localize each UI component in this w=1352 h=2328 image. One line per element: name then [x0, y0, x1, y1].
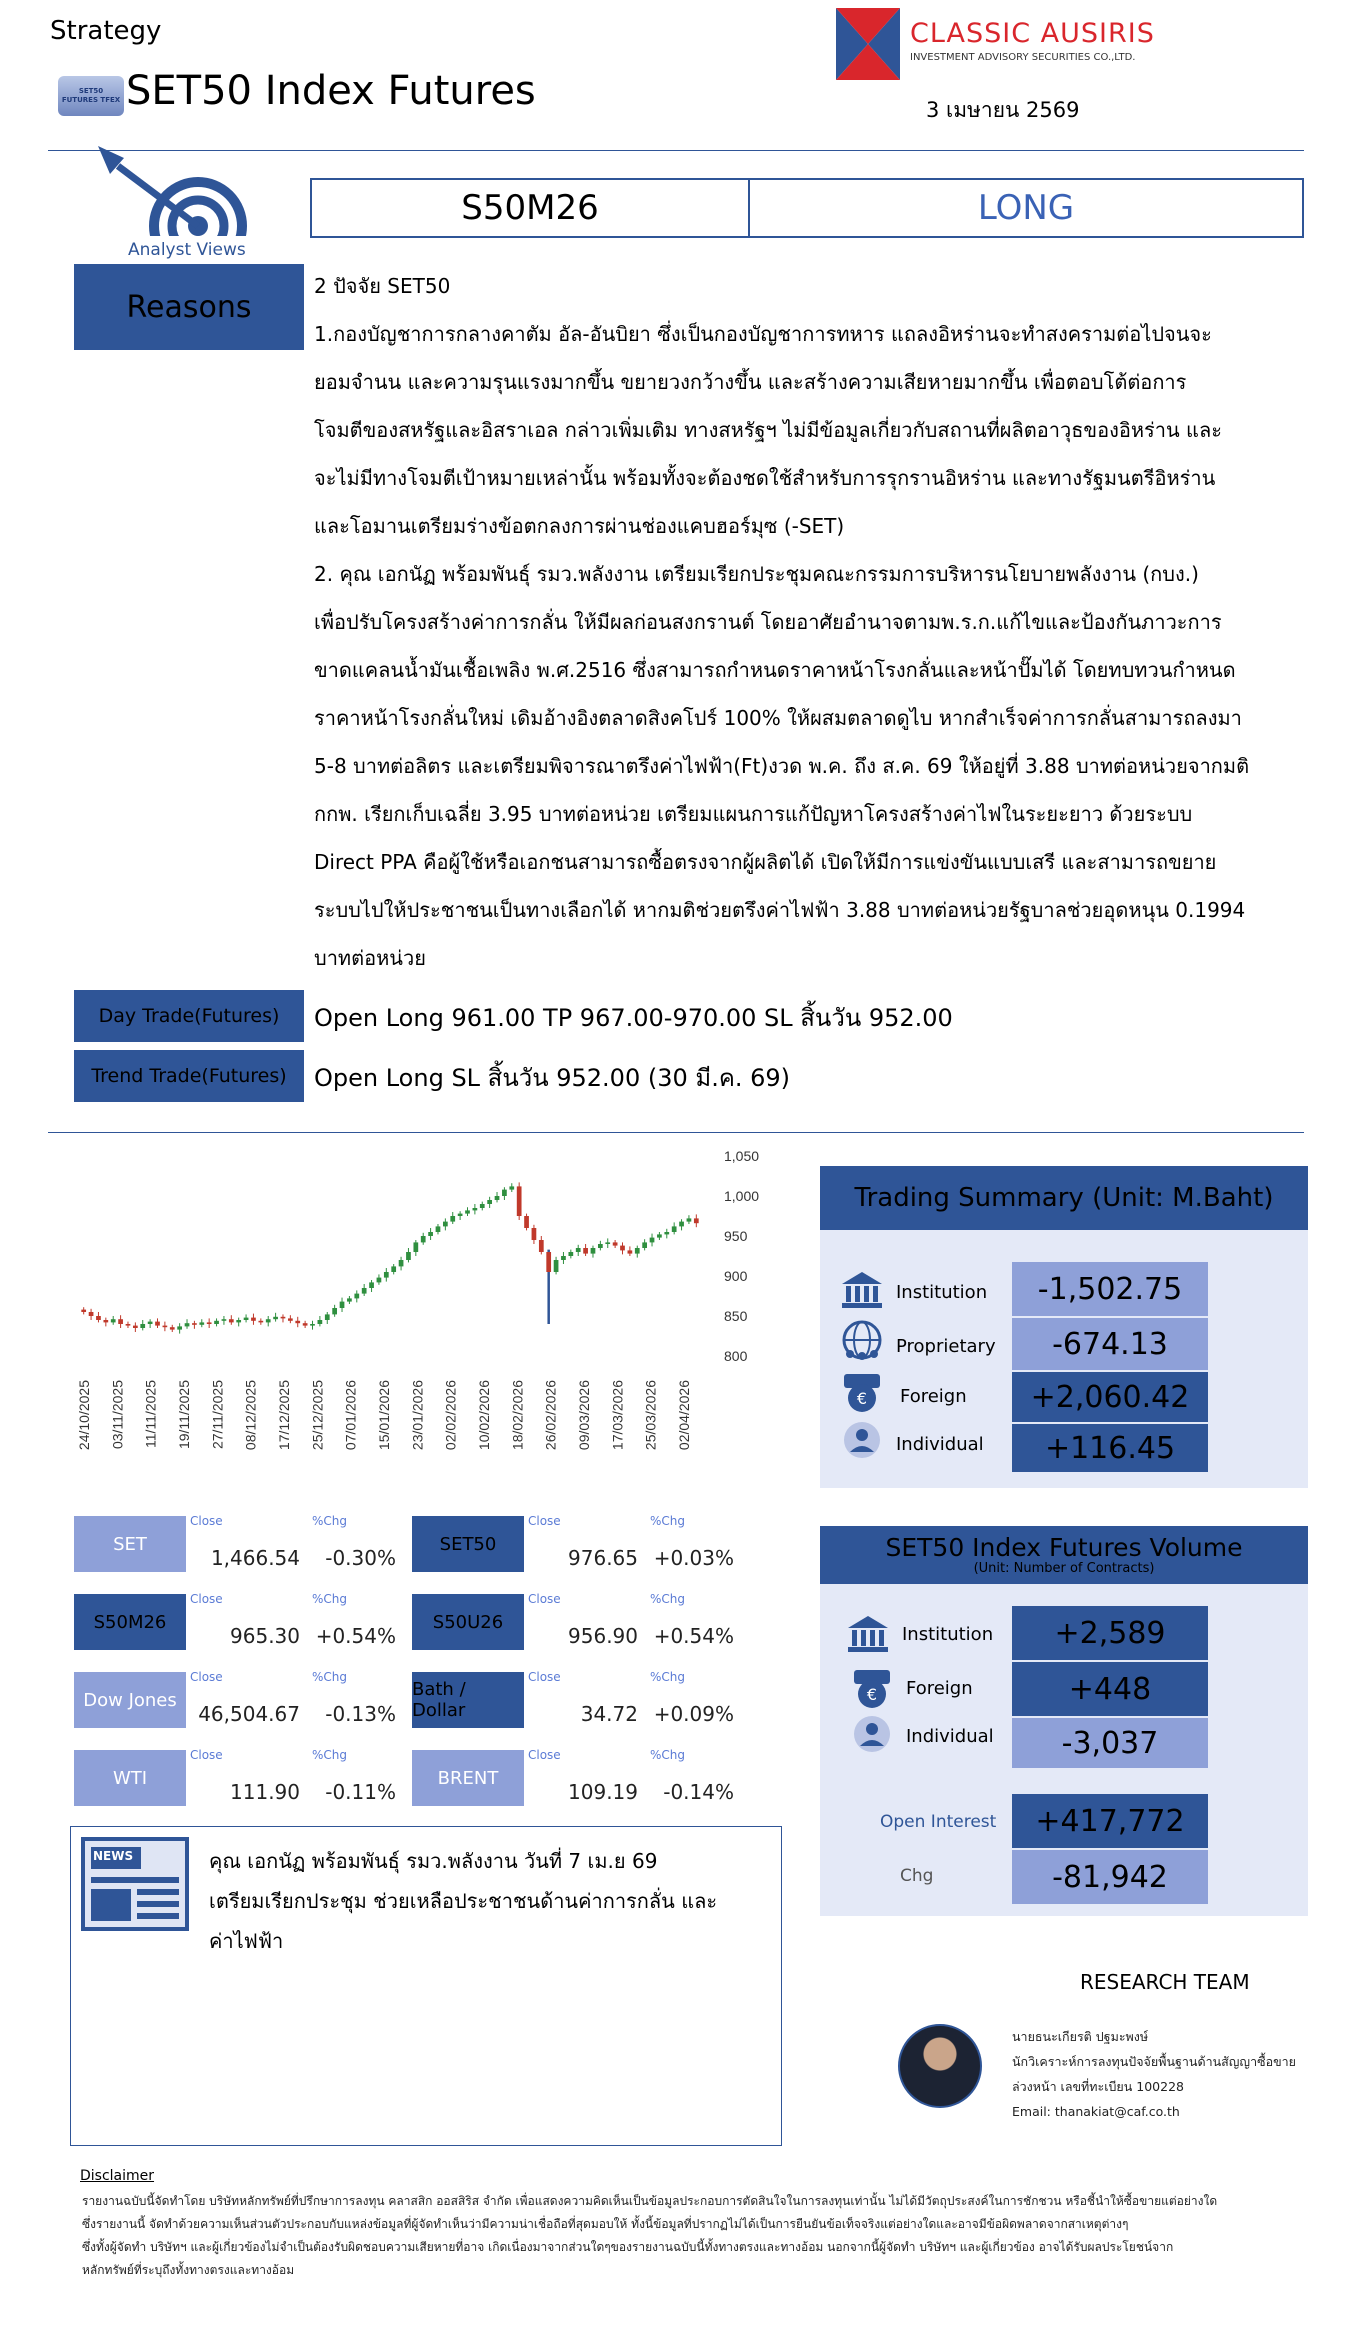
- futures-volume-header: [820, 1526, 1308, 1584]
- y-tick-label: 1,050: [724, 1148, 760, 1164]
- analyst-avatar: [898, 2024, 982, 2108]
- candle-body: [295, 1321, 300, 1323]
- chg-value: -81,942: [1012, 1850, 1208, 1904]
- candle-body: [347, 1298, 352, 1301]
- fv-label-institution: Institution: [902, 1624, 994, 1645]
- candle-body: [546, 1252, 551, 1272]
- reasons-line: ระบบไปให้ประชาชนเป็นทางเลือกได้ หากมติช่วยตรึงค่าไฟฟ้า 3.88 บาทต่อหน่วยรัฐบาลช่วยอุดหนุน 0.1994: [314, 898, 1246, 922]
- market-name-box: S50M26: [74, 1594, 186, 1650]
- candle-body: [473, 1208, 478, 1210]
- candle-body: [170, 1327, 175, 1329]
- reasons-line: และโอมานเตรียมร่างข้อตกลงการผ่านช่องแคบฮอร์มุซ (-SET): [314, 514, 845, 538]
- signal-position: LONG: [977, 188, 1075, 228]
- classic-ausiris-logo-mark: [836, 8, 900, 80]
- candle-body: [598, 1244, 603, 1248]
- candle-body: [273, 1317, 278, 1319]
- candle-body: [561, 1256, 566, 1260]
- candle-body: [487, 1200, 492, 1204]
- market-close-label: Close: [190, 1670, 223, 1684]
- market-chg-label: %Chg: [650, 1748, 686, 1762]
- ts-value-foreign: +2,060.42: [1012, 1372, 1208, 1422]
- x-tick-label: 11/11/2025: [142, 1380, 159, 1448]
- candle-body: [222, 1319, 227, 1321]
- fv-value-foreign: +448: [1012, 1662, 1208, 1716]
- svg-text:€: €: [866, 1685, 878, 1704]
- company-name: CLASSIC AUSIRIS: [910, 18, 1155, 49]
- set50-candlestick-chart: [60, 1144, 780, 1504]
- candle-body: [140, 1324, 145, 1328]
- candle-body: [258, 1321, 263, 1323]
- candle-body: [96, 1316, 101, 1320]
- candle-body: [554, 1260, 559, 1272]
- candle-body: [576, 1248, 581, 1252]
- candle-body: [517, 1186, 522, 1216]
- page-title: SET50 Index Futures: [126, 68, 536, 114]
- market-chg-label: %Chg: [650, 1670, 686, 1684]
- candle-body: [281, 1317, 286, 1319]
- candle-body: [244, 1318, 249, 1320]
- x-tick-label: 27/11/2025: [209, 1380, 226, 1450]
- candle-body: [613, 1242, 618, 1245]
- euro-money-icon: [850, 1666, 894, 1710]
- candle-body: [155, 1322, 160, 1326]
- bank-icon: [840, 1270, 884, 1310]
- candle-body: [369, 1282, 374, 1288]
- market-close-value: 965.30: [230, 1624, 300, 1648]
- candle-body: [236, 1320, 241, 1322]
- candle-body: [694, 1218, 699, 1223]
- x-tick-label: 10/02/2026: [476, 1380, 492, 1451]
- candle-body: [192, 1323, 197, 1325]
- reasons-line: จะไม่มีทางโจมตีเป้าหมายเหล่านั้น พร้อมทั้งจะต้องชดใช้สำหรับการรุกรานอิหร่าน และทางรัฐมนตรีอิหร่าน: [314, 466, 1216, 490]
- disclaimer-line: หลักทรัพย์ที่ระบุถึงทั้งทางตรงและทางอ้อม: [82, 2263, 295, 2277]
- ts-label-foreign: Foreign: [900, 1386, 967, 1407]
- fv-label-individual: Individual: [906, 1726, 994, 1747]
- market-chg-value: +0.54%: [653, 1624, 734, 1648]
- globe-people-icon: [840, 1318, 884, 1362]
- x-tick-label: 26/02/2026: [542, 1380, 559, 1451]
- ts-label-proprietary: Proprietary: [896, 1336, 996, 1357]
- candle-body: [502, 1190, 507, 1196]
- y-tick-label: 800: [724, 1348, 748, 1364]
- market-close-label: Close: [190, 1514, 223, 1528]
- candle-body: [163, 1326, 168, 1328]
- disclaimer-title: Disclaimer: [80, 2168, 155, 2184]
- person-icon: [852, 1714, 892, 1754]
- trend-trade-text: Open Long SL สิ้นวัน 952.00 (30 มี.ค. 69): [314, 1064, 791, 1092]
- x-tick-label: 17/12/2025: [276, 1380, 292, 1451]
- fv-label-foreign: Foreign: [906, 1678, 973, 1699]
- fv-value-institution: +2,589: [1012, 1606, 1208, 1660]
- candle-body: [428, 1232, 433, 1236]
- market-name-box: Bath / Dollar: [412, 1672, 524, 1728]
- market-chg-value: -0.13%: [325, 1702, 396, 1726]
- candle-body: [354, 1294, 359, 1299]
- trading-summary-title: Trading Summary (Unit: M.Baht): [820, 1166, 1308, 1230]
- candle-body: [458, 1214, 463, 1216]
- x-tick-label: 17/03/2026: [609, 1380, 626, 1451]
- ts-value-institution: -1,502.75: [1012, 1262, 1208, 1316]
- reasons-line: กกพ. เรียกเก็บเฉลี่ย 3.95 บาทต่อหน่วย เตรียมแผนการแก้ปัญหาโครงสร้างค่าไฟในระยะยาว ด้วยระบบ: [314, 802, 1193, 826]
- market-chg-value: +0.03%: [653, 1546, 734, 1570]
- market-name-box: Dow Jones: [74, 1672, 186, 1728]
- x-tick-label: 07/01/2026: [342, 1380, 359, 1451]
- day-trade-text: Open Long 961.00 TP 967.00-970.00 SL สิ้นวัน 952.00: [314, 1004, 953, 1032]
- candle-body: [539, 1240, 544, 1252]
- candle-body: [657, 1234, 662, 1237]
- candle-body: [495, 1196, 500, 1200]
- candle-body: [406, 1252, 411, 1260]
- market-chg-value: +0.09%: [653, 1702, 734, 1726]
- x-tick-label: 08/12/2025: [242, 1380, 259, 1451]
- reasons-line: 2. คุณ เอกนัฏ พร้อมพันธุ์ รมว.พลังงาน เตรียมเรียกประชุมคณะกรรมการบริหารนโยบายพลังงาน (กบง.): [314, 562, 1199, 586]
- candle-body: [177, 1326, 182, 1329]
- set50-futures-logo: [58, 76, 124, 116]
- reasons-line: ขาดแคลนน้ำมันเชื้อเพลิง พ.ศ.2516 ซึ่งสามารถกำหนดราคาหน้าโรงกลั่นและหน้าปั๊มได้ โดยทบทวนกำหนด: [314, 658, 1236, 682]
- open-interest-label: Open Interest: [880, 1812, 997, 1832]
- market-name-box: BRENT: [412, 1750, 524, 1806]
- candle-body: [509, 1186, 514, 1189]
- candle-body: [583, 1248, 588, 1254]
- person-icon: [842, 1420, 882, 1460]
- analyst-info: [1012, 2024, 1312, 2124]
- market-chg-value: +0.54%: [315, 1624, 396, 1648]
- candle-body: [642, 1242, 647, 1248]
- section-divider: [48, 1132, 1304, 1133]
- open-interest-value: +417,772: [1012, 1794, 1208, 1848]
- market-close-value: 109.19: [568, 1780, 638, 1804]
- set50-logo-text: SET50 FUTURES TFEX: [61, 87, 121, 104]
- market-chg-value: -0.30%: [325, 1546, 396, 1570]
- signal-symbol: S50M26: [461, 188, 599, 228]
- market-close-label: Close: [528, 1748, 561, 1762]
- candle-body: [89, 1312, 94, 1316]
- reasons-line: เพื่อปรับโครงสร้างค่าการกลั่น ให้มีผลก่อนสงกรานต์ โดยอาศัยอำนาจตามพ.ร.ก.แก้ไขและป้องกันภาวะการ: [314, 610, 1222, 634]
- candle-body: [214, 1321, 219, 1324]
- company-subtitle: INVESTMENT ADVISORY SECURITIES CO.,LTD.: [910, 52, 1136, 63]
- market-close-value: 46,504.67: [198, 1702, 300, 1726]
- reasons-line: 2 ปัจจัย SET50: [314, 274, 451, 298]
- news-line: เตรียมเรียกประชุม ช่วยเหลือประชาชนด้านค่าการกลั่น และ: [209, 1889, 718, 1913]
- candle-body: [377, 1278, 382, 1283]
- futures-volume-subtitle: (Unit: Number of Contracts): [973, 1560, 1155, 1576]
- candle-body: [465, 1210, 470, 1213]
- market-close-label: Close: [190, 1748, 223, 1762]
- market-close-value: 111.90: [230, 1780, 300, 1804]
- candle-body: [103, 1320, 108, 1322]
- candle-body: [450, 1216, 455, 1222]
- market-close-value: 34.72: [580, 1702, 638, 1726]
- x-tick-label: 02/04/2026: [676, 1380, 692, 1451]
- y-tick-label: 850: [724, 1308, 748, 1324]
- candle-body: [605, 1242, 610, 1244]
- market-chg-label: %Chg: [312, 1748, 348, 1762]
- ts-label-individual: Individual: [896, 1434, 984, 1455]
- candle-body: [679, 1222, 684, 1227]
- market-name-box: WTI: [74, 1750, 186, 1806]
- candle-body: [126, 1324, 131, 1326]
- market-chg-label: %Chg: [650, 1514, 686, 1528]
- candle-body: [288, 1318, 293, 1320]
- x-tick-label: 09/03/2026: [576, 1380, 592, 1451]
- disclaimer-body: [82, 2190, 1332, 2282]
- candle-body: [111, 1319, 116, 1322]
- euro-money-icon: [840, 1370, 884, 1414]
- chg-label: Chg: [900, 1866, 934, 1886]
- candle-body: [148, 1322, 153, 1324]
- market-close-label: Close: [528, 1592, 561, 1606]
- candle-body: [303, 1323, 308, 1325]
- reasons-line: ยอมจำนน และความรุนแรงมากขึ้น ขยายวงกว้างขึ้น และสร้างความเสียหายมากขึ้น เพื่อตอบโต้ต่อการ: [314, 370, 1187, 394]
- news-body: [209, 1841, 769, 1961]
- market-close-label: Close: [528, 1514, 561, 1528]
- x-tick-label: 24/10/2025: [76, 1380, 92, 1451]
- candle-body: [384, 1272, 389, 1278]
- candle-body: [391, 1266, 396, 1272]
- candle-body: [229, 1319, 234, 1322]
- reasons-line: 1.กองบัญชาการกลางคาตัม อัล-อันบิยา ซึ่งเป็นกองบัญชาการทหาร แถลงอิหร่านจะทำสงครามต่อไปจนจะ: [314, 322, 1212, 346]
- market-close-value: 956.90: [568, 1624, 638, 1648]
- candle-body: [251, 1318, 256, 1321]
- market-close-value: 1,466.54: [210, 1546, 300, 1570]
- market-chg-value: -0.11%: [325, 1780, 396, 1804]
- analyst-name: นายธนะเกียรติ ปฐมะพงษ์: [1012, 2029, 1149, 2044]
- bank-icon: [846, 1614, 890, 1654]
- news-line: ค่าไฟฟ้า: [209, 1929, 284, 1953]
- candle-body: [318, 1320, 323, 1324]
- day-trade-label: Day Trade(Futures): [74, 990, 304, 1042]
- candle-body: [620, 1246, 625, 1251]
- reasons-line: บาทต่อหน่วย: [314, 946, 426, 970]
- analyst-views-label: Analyst Views: [128, 240, 246, 260]
- x-tick-label: 19/11/2025: [176, 1380, 192, 1450]
- research-team-title: RESEARCH TEAM: [1080, 1970, 1250, 1994]
- candle-body: [532, 1228, 537, 1240]
- signal-box: [310, 178, 1304, 238]
- report-date: 3 เมษายน 2569: [926, 98, 1080, 122]
- candle-body: [207, 1322, 212, 1324]
- market-name-box: SET50: [412, 1516, 524, 1572]
- trend-trade-label: Trend Trade(Futures): [74, 1050, 304, 1102]
- candle-body: [133, 1326, 138, 1328]
- candle-body: [81, 1310, 86, 1312]
- reasons-line: 5-8 บาทต่อลิตร และเตรียมพิจารณาตรึงค่าไฟฟ้า(Ft)งวด พ.ค. ถึง ส.ค. 69 ให้อยู่ที่ 3.88 บาทต่อหน่วยจากมติ: [314, 754, 1250, 778]
- market-close-label: Close: [528, 1670, 561, 1684]
- news-badge: NEWS: [93, 1849, 134, 1863]
- x-tick-label: 25/12/2025: [309, 1380, 326, 1451]
- svg-text:€: €: [856, 1389, 868, 1408]
- market-grid: [74, 1516, 754, 1816]
- candle-body: [664, 1232, 669, 1234]
- candle-body: [650, 1238, 655, 1243]
- candle-body: [635, 1248, 640, 1254]
- candle-body: [399, 1260, 404, 1266]
- market-chg-label: %Chg: [312, 1514, 348, 1528]
- x-tick-label: 03/11/2025: [109, 1380, 126, 1450]
- candle-body: [436, 1226, 441, 1232]
- candle-body: [480, 1204, 485, 1208]
- candle-body: [266, 1319, 271, 1322]
- disclaimer-line: ซึ่งทั้งผู้จัดทำ บริษัทฯ และผู้เกี่ยวข้องไม่จำเป็นต้องรับผิดชอบความเสียหายที่อาจ เกิดเนื่องมาจากส่วนใดๆของรายงานฉบับนี้ทั้งทางตรงและทางอ้อม นอกจากนี้ผู้จัดทำ บริษัทฯ และผู้เกี่ยวข้อง อาจได้รับผลประโยชน์จาก: [82, 2240, 1174, 2254]
- y-tick-label: 950: [724, 1228, 748, 1244]
- strategy-label: Strategy: [50, 16, 162, 46]
- fv-value-individual: -3,037: [1012, 1718, 1208, 1768]
- market-name-box: S50U26: [412, 1594, 524, 1650]
- x-tick-label: 23/01/2026: [409, 1380, 426, 1451]
- candle-body: [362, 1288, 367, 1294]
- candle-body: [325, 1314, 330, 1320]
- futures-volume-title: SET50 Index Futures Volume: [885, 1532, 1243, 1562]
- market-chg-label: %Chg: [312, 1592, 348, 1606]
- candle-body: [443, 1222, 448, 1227]
- analyst-role: นักวิเคราะห์การลงทุนปัจจัยพื้นฐานด้านสัญญาซื้อขาย: [1012, 2054, 1296, 2069]
- candle-body: [524, 1216, 529, 1228]
- x-tick-label: 02/02/2026: [442, 1380, 459, 1451]
- y-tick-label: 900: [724, 1268, 748, 1284]
- market-close-label: Close: [190, 1592, 223, 1606]
- candle-body: [310, 1324, 315, 1326]
- ts-label-institution: Institution: [896, 1282, 988, 1303]
- market-chg-value: -0.14%: [663, 1780, 734, 1804]
- reasons-label: Reasons: [74, 264, 304, 350]
- market-close-value: 976.65: [568, 1546, 638, 1570]
- reasons-line: ราคาหน้าโรงกลั่นใหม่ เดิมอ้างอิงตลาดสิงคโปร์ 100% ให้ผสมตลาดดูไบ หากสำเร็จค่าการกลั่นสามารถลงมา: [314, 706, 1242, 730]
- market-chg-label: %Chg: [312, 1670, 348, 1684]
- candle-body: [199, 1322, 204, 1324]
- analyst-license: ล่วงหน้า เลขที่ทะเบียน 100228: [1012, 2079, 1184, 2094]
- candle-body: [672, 1226, 677, 1232]
- candle-body: [568, 1252, 573, 1256]
- candle-body: [591, 1248, 596, 1254]
- market-chg-label: %Chg: [650, 1592, 686, 1606]
- reasons-line: Direct PPA คือผู้ใช้หรือเอกชนสามารถซื้อตรงจากผู้ผลิตได้ เปิดให้มีการแข่งขันแบบเสรี และสามารถขยาย: [314, 850, 1217, 874]
- x-tick-label: 15/01/2026: [376, 1380, 392, 1451]
- reasons-body: [314, 262, 1324, 982]
- news-panel: [70, 1826, 782, 2146]
- candle-body: [421, 1236, 426, 1242]
- candle-body: [118, 1319, 123, 1324]
- x-tick-label: 18/02/2026: [509, 1380, 526, 1451]
- market-name-box: SET: [74, 1516, 186, 1572]
- candle-body: [340, 1302, 345, 1308]
- candle-body: [185, 1323, 190, 1326]
- x-tick-label: 25/03/2026: [642, 1380, 659, 1451]
- candle-body: [413, 1242, 418, 1252]
- analyst-email: Email: thanakiat@caf.co.th: [1012, 2104, 1180, 2119]
- disclaimer-line: รายงานฉบับนี้จัดทำโดย บริษัทหลักทรัพย์ที่ปรึกษาการลงทุน คลาสสิก ออสสิริส จำกัด เพื่อแสดงความคิดเห็นเป็นข้อมูลประกอบการตัดสินใจในการลงทุนเท่านั้น ไม่ได้มีวัตถุประสงค์ในการชักชวน หรือชี้นำให้ซื้อขายแต่อย่างใด: [82, 2194, 1218, 2208]
- target-dart-icon: [88, 146, 278, 246]
- candle-body: [628, 1250, 633, 1253]
- news-line: คุณ เอกนัฏ พร้อมพันธุ์ รมว.พลังงาน วันที่ 7 เม.ย 69: [209, 1849, 658, 1873]
- y-tick-label: 1,000: [724, 1188, 760, 1204]
- ts-value-individual: +116.45: [1012, 1424, 1208, 1472]
- ts-value-proprietary: -674.13: [1012, 1318, 1208, 1370]
- candle-body: [332, 1308, 337, 1314]
- disclaimer-line: ซึ่งรายงานนี้ จัดทำด้วยความเห็นส่วนตัวประกอบกับแหล่งข้อมูลที่ผู้จัดทำเห็นว่ามีความน่าเชื่อถือที่สุดมอบให้ ทั้งนี้ข้อมูลที่ปรากฏไม่ได้เป็นการยืนยันข้อเท็จจริงแต่อย่างใดและอาจมีข้อผิดพลาดจากสาเหตุต่างๆ: [82, 2217, 1129, 2231]
- reasons-line: โจมตีของสหรัฐและอิสราเอล กล่าวเพิ่มเติม ทางสหรัฐฯ ไม่มีข้อมูลเกี่ยวกับสถานที่ผลิตอาวุธของอิหร่าน และ: [314, 418, 1222, 442]
- candle-body: [687, 1218, 692, 1221]
